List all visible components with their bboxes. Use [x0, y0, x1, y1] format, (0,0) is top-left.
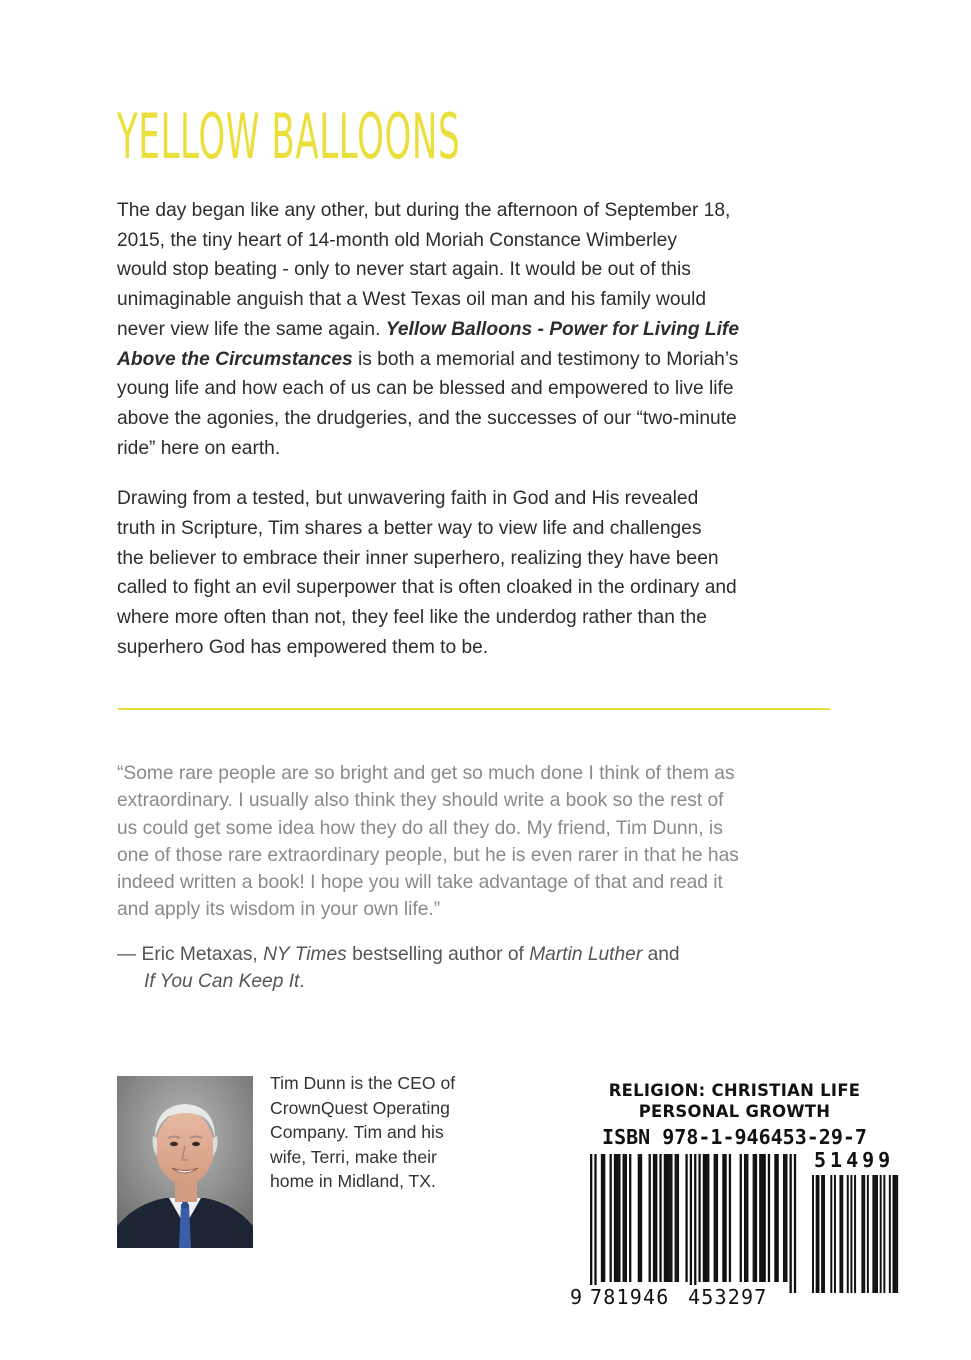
- barcode-bar: [638, 1154, 640, 1282]
- publication-name: NY Times: [263, 944, 347, 965]
- bio-line: wife, Terri, make their: [270, 1146, 437, 1167]
- barcode-bar: [640, 1154, 642, 1282]
- book-description: [117, 196, 842, 684]
- barcode-bar: [623, 1154, 625, 1282]
- barcode-bar: [834, 1175, 836, 1293]
- barcode-bar: [889, 1175, 891, 1293]
- book-subtitle-part-1: Yellow Balloons - Power for Living Life: [385, 318, 739, 340]
- barcode-bar: [830, 1175, 832, 1293]
- text-fragment: is both a memorial and testimony to Moriah’s: [352, 348, 739, 370]
- ean-digit-group-2: 453297: [688, 1285, 768, 1309]
- barcode-bar: [746, 1154, 748, 1282]
- text-line: superhero God has empowered them to be.: [117, 636, 489, 658]
- quote-line: “Some rare people are so bright and get so much done I think of them as: [117, 763, 735, 784]
- barcode-bar: [698, 1154, 700, 1282]
- barcode-bar: [867, 1175, 869, 1293]
- barcode-bar: [714, 1154, 716, 1282]
- text-line: where more often than not, they feel like the underdog rather than the: [117, 607, 707, 629]
- barcode-bar: [601, 1154, 603, 1282]
- text-line: would stop beating - only to never start again. It would be out of this: [117, 259, 691, 281]
- barcode-bar: [690, 1154, 692, 1293]
- barcode-bar: [876, 1175, 878, 1293]
- barcode-bar: [625, 1154, 627, 1282]
- book-name-2: If You Can Keep It: [144, 971, 300, 992]
- attribution-prefix: — Eric Metaxas,: [117, 944, 264, 965]
- barcode-bar: [880, 1175, 882, 1293]
- barcode-bar: [850, 1175, 852, 1293]
- endorsement-attribution: [117, 941, 842, 995]
- barcode-bar: [776, 1154, 778, 1282]
- quote-line: indeed written a book! I hope you will take advantage of that and read it: [117, 872, 723, 894]
- barcode-bar: [753, 1154, 755, 1282]
- book-title: YELLOW BALLOONS: [117, 100, 461, 173]
- barcode-bar: [812, 1175, 814, 1293]
- bio-line: Tim Dunn is the CEO of: [270, 1073, 456, 1093]
- ean-digit-group-1: 781946: [590, 1285, 670, 1309]
- text-line: unimaginable anguish that a West Texas oil man and his family would: [117, 289, 707, 311]
- bio-line: Company. Tim and his: [270, 1122, 444, 1143]
- barcode-bar: [675, 1154, 677, 1282]
- text-line: truth in Scripture, Tim shares a better way to view life and challenges: [117, 518, 702, 540]
- barcode-bar: [774, 1154, 776, 1282]
- quote-line: and apply its wisdom in your own life.”: [117, 899, 441, 921]
- yellow-divider: [118, 708, 830, 710]
- barcode-bar: [789, 1154, 791, 1293]
- description-paragraph-1: [117, 196, 842, 463]
- barcode-bar: [705, 1154, 707, 1282]
- barcode-bar: [653, 1154, 655, 1282]
- text-fragment: never view life the same again.: [117, 318, 386, 340]
- book-subtitle-part-2: Above the Circumstances: [117, 348, 353, 370]
- barcode-bar: [861, 1175, 863, 1293]
- text-line: [117, 315, 842, 345]
- barcode-bar: [603, 1154, 605, 1282]
- isbn-barcode: [568, 1079, 901, 1312]
- barcode-bar: [817, 1175, 819, 1293]
- barcode-bar: [768, 1154, 770, 1282]
- author-photo: [117, 1076, 253, 1248]
- barcode-bar: [664, 1154, 666, 1282]
- barcode-addon-number: 51499: [814, 1148, 895, 1172]
- text-line: the believer to embrace their inner superhero, realizing they have been: [117, 547, 719, 569]
- barcode-bar: [816, 1175, 818, 1293]
- barcode-bar: [841, 1175, 843, 1293]
- barcode-bar: [740, 1154, 742, 1282]
- barcode-bar: [666, 1154, 668, 1282]
- barcode-bar: [649, 1154, 651, 1282]
- text-line: 2015, the tiny heart of 14-month old Moriah Constance Wimberley: [117, 229, 677, 251]
- barcode-bar: [659, 1154, 661, 1282]
- barcode-bar: [783, 1154, 785, 1282]
- attribution-line: [117, 941, 842, 968]
- barcode-bar: [847, 1175, 849, 1293]
- author-bio: [270, 1071, 500, 1194]
- text-line: [117, 345, 842, 375]
- barcode-bar: [839, 1175, 841, 1293]
- barcode-category-line-1: RELIGION: CHRISTIAN LIFE: [608, 1081, 861, 1100]
- barcode-bar: [744, 1154, 746, 1282]
- barcode-bar: [821, 1175, 823, 1293]
- barcode-bar: [872, 1175, 874, 1293]
- attribution-middle: bestselling author of: [346, 944, 530, 965]
- endorsement-quote: [117, 760, 842, 924]
- barcode-bar: [763, 1154, 765, 1282]
- bio-line: home in Midland, TX.: [270, 1171, 436, 1192]
- barcode-bar: [590, 1154, 592, 1293]
- author-portrait-image: [117, 1076, 253, 1248]
- barcode-bar: [668, 1154, 670, 1282]
- attribution-end: .: [299, 971, 305, 992]
- barcode-bar: [874, 1175, 876, 1293]
- barcode-bar: [729, 1154, 731, 1282]
- quote-line: us could get some idea how they do all they do. My friend, Tim Dunn, is: [117, 817, 723, 839]
- barcode-bar: [703, 1154, 705, 1282]
- text-line: called to fight an evil superpower that is often cloaked in the ordinary and: [117, 577, 737, 599]
- text-line: young life and how each of us can be blessed and empowered to live life: [117, 378, 734, 400]
- barcode-bar: [618, 1154, 620, 1282]
- text-line: ride” here on earth.: [117, 437, 281, 459]
- barcode-bar: [854, 1175, 856, 1293]
- book-name-1: Martin Luther: [529, 944, 643, 965]
- barcode-bar: [759, 1154, 761, 1282]
- text-line: above the agonies, the drudgeries, and the successes of our “two-minute: [117, 407, 737, 429]
- barcode-bar: [761, 1154, 763, 1282]
- quote-line: one of those rare extraordinary people, but he is even rarer in that he has: [117, 844, 739, 866]
- text-line: The day began like any other, but during the afternoon of September 18,: [117, 200, 731, 221]
- barcode-bar: [883, 1175, 885, 1293]
- barcode-bar: [894, 1175, 896, 1293]
- barcode-bar: [655, 1154, 657, 1282]
- quote-line: extraordinary. I usually also think they should write a book so the rest of: [117, 790, 724, 812]
- barcode-bar: [863, 1175, 865, 1293]
- attribution-and: and: [642, 944, 680, 965]
- barcode-bar: [823, 1175, 825, 1293]
- attribution-line: [117, 968, 842, 995]
- barcode-bar: [896, 1175, 898, 1293]
- barcode-bar: [794, 1154, 796, 1293]
- barcode-bar: [694, 1154, 696, 1293]
- barcode-bar: [893, 1175, 895, 1293]
- barcode-bar: [716, 1154, 718, 1282]
- barcode-bar: [724, 1154, 726, 1282]
- text-line: Drawing from a tested, but unwavering faith in God and His revealed: [117, 488, 699, 510]
- barcode-category-line-2: PERSONAL GROWTH: [638, 1102, 831, 1121]
- ean-first-digit: 9: [570, 1285, 583, 1309]
- barcode-bar: [722, 1154, 724, 1282]
- barcode-bar: [594, 1154, 596, 1293]
- bio-line: CrownQuest Operating: [270, 1097, 450, 1118]
- isbn-number: ISBN 978-1-946453-29-7: [602, 1125, 867, 1149]
- barcode-bar: [616, 1154, 618, 1282]
- description-paragraph-2: [117, 484, 842, 662]
- barcode-bar: [755, 1154, 757, 1282]
- barcode-bar: [685, 1154, 687, 1282]
- barcode-bar: [610, 1154, 612, 1282]
- barcode-bar: [677, 1154, 679, 1282]
- barcode-bar: [707, 1154, 709, 1282]
- barcode-bar: [629, 1154, 631, 1282]
- barcode-bar: [614, 1154, 616, 1282]
- barcode-bar: [785, 1154, 787, 1282]
- barcode-bar: [670, 1154, 672, 1282]
